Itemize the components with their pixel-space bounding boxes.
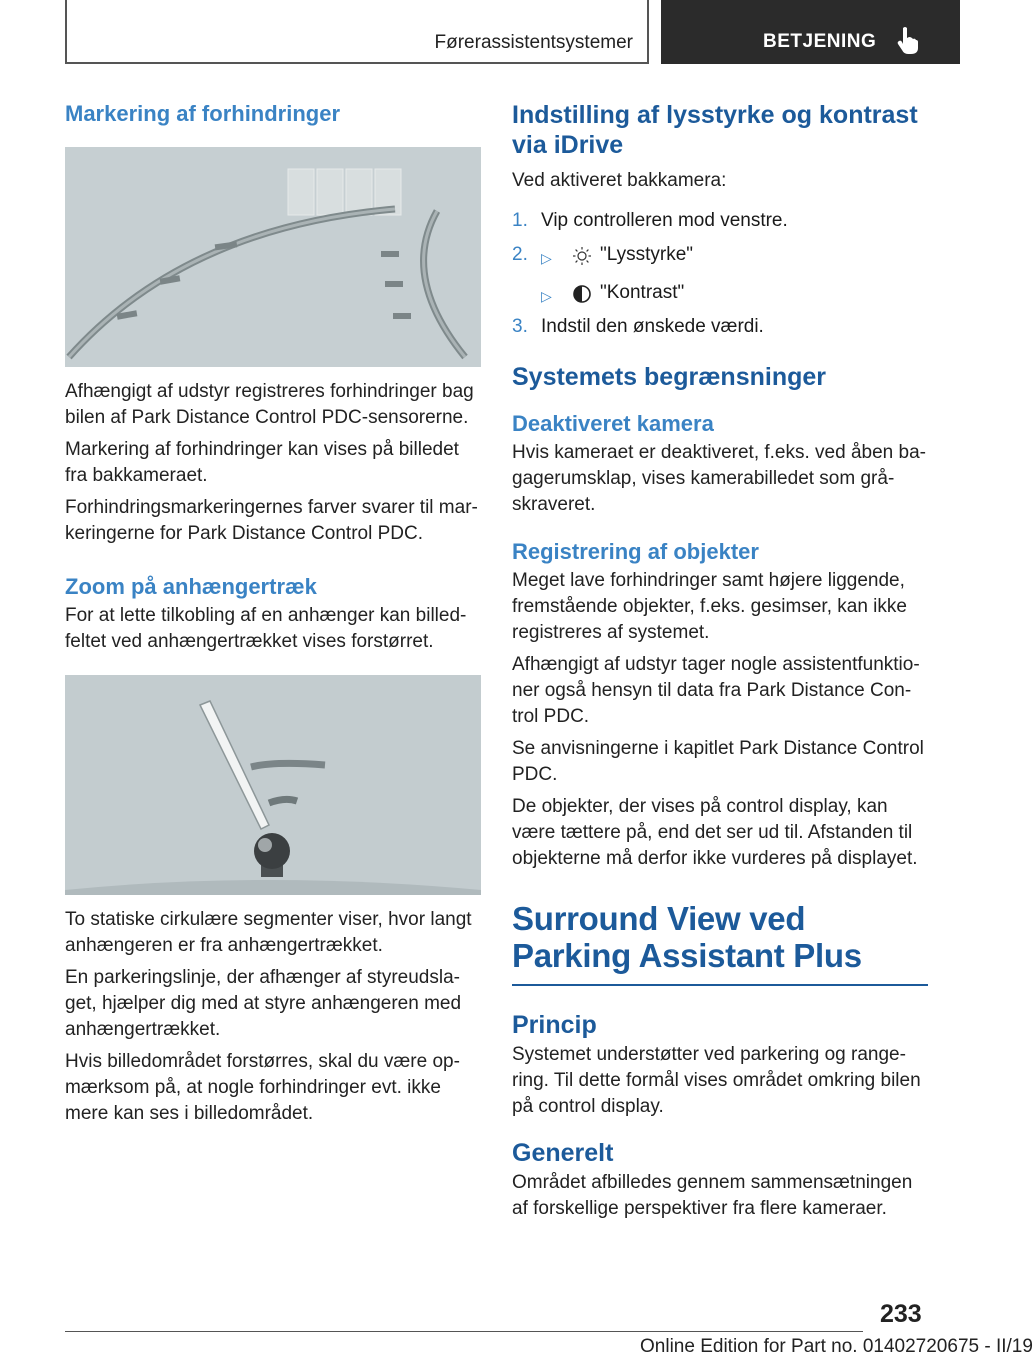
step-3-text: Indstil den ønskede værdi. <box>541 316 764 337</box>
paragraph-deaktiveret: Hvis kameraet er deaktiveret, f.eks. ved åben ba-gagerumsklap, vises kamerabilledet som grå-skraveret. <box>512 442 926 515</box>
substep-brightness-text: "Lysstyrke" <box>600 244 694 265</box>
paragraph-6: En parkeringslinje, der afhænger af styreudsla-get, hjælper dig med at styre anhængeren med anhængertrækket. <box>65 967 462 1040</box>
heading-zoom: Zoom på anhængertræk <box>65 574 317 599</box>
heading-surround-view: Surround View ved Parking Assistant Plus <box>512 900 862 974</box>
paragraph-3: Forhindringsmarkeringernes farver svarer til mar-keringerne for Park Distance Control PDC. <box>65 497 478 544</box>
heading-registrering: Registrering af objekter <box>512 539 759 564</box>
header-chapter-box <box>661 0 960 64</box>
step-2-number: 2. <box>512 244 528 265</box>
hitch-zoom-image <box>65 675 481 895</box>
pointing-hand-icon <box>896 26 920 54</box>
footer-edition: Online Edition for Part no. 01402720675 - II/19 <box>640 1336 1033 1357</box>
header-section-title: Førerassistentsystemer <box>434 32 633 53</box>
heading-markering: Markering af forhindringer <box>65 101 341 126</box>
steps-list-cont <box>512 314 928 340</box>
substep-contrast <box>512 280 928 306</box>
paragraph-registrering-1: Meget lave forhindringer samt højere liggende, fremstående objekter, f.eks. gesimser, kan ikke registreres af systemet. <box>512 570 907 643</box>
substep-brightness <box>512 242 928 268</box>
right-column <box>512 100 928 1222</box>
sun-icon <box>572 246 592 266</box>
paragraph-registrering-3: Se anvisningerne i kapitlet Park Distance Control PDC. <box>512 738 924 785</box>
step-3-number: 3. <box>512 316 528 337</box>
left-column <box>65 100 481 1127</box>
paragraph-7: Hvis billedområdet forstørres, skal du være op-mærksom på, at nogle forhindringer evt. ikke mere kan ses i billedområdet. <box>65 1051 460 1124</box>
heading-indstilling: Indstilling af lysstyrke og kontrast via iDrive <box>512 101 918 159</box>
page-number: 233 <box>880 1300 922 1328</box>
step-1 <box>512 208 928 234</box>
substep-contrast-text: "Kontrast" <box>600 282 685 303</box>
paragraph-5: To statiske cirkulære segmenter viser, hvor langt anhængeren er fra anhængertrækket. <box>65 909 472 956</box>
paragraph-generelt: Området afbilledes gennem sammensætningen af forskellige perspektiver fra flere kameraer. <box>512 1172 913 1219</box>
footer-divider <box>65 1331 863 1332</box>
heading-deaktiveret: Deaktiveret kamera <box>512 411 714 436</box>
triangle-icon: ▷ <box>541 288 552 304</box>
intro-text: Ved aktiveret bakkamera: <box>512 170 727 191</box>
triangle-icon: ▷ <box>541 250 552 266</box>
heading-generelt: Generelt <box>512 1139 614 1167</box>
hitch-zoom-illustration <box>65 675 481 895</box>
half-circle-icon <box>572 284 592 304</box>
header-chapter-title: BETJENING <box>763 31 877 52</box>
paragraph-4: For at lette tilkobling af en anhænger kan billed-feltet ved anhængertrækket vises forstørret. <box>65 605 467 652</box>
obstacle-marking-image <box>65 147 481 367</box>
step-1-text: Vip controlleren mod venstre. <box>541 210 788 231</box>
paragraph-registrering-4: De objekter, der vises på control display, kan være tættere på, end det ser ud til. Afstanden til objekterne må derfor ikke vurderes på displayet. <box>512 796 918 869</box>
paragraph-1: Afhængigt af udstyr registreres forhindringer bag bilen af Park Distance Control PDC-sensorerne. <box>65 381 474 428</box>
step-3 <box>512 314 928 340</box>
step-1-number: 1. <box>512 210 528 231</box>
heading-princip: Princip <box>512 1011 597 1039</box>
paragraph-princip: Systemet understøtter ved parkering og range-ring. Til dette formål vises området omkring bilen på control display. <box>512 1044 921 1117</box>
heading-underline <box>512 984 928 986</box>
obstacle-marking-illustration <box>65 147 481 367</box>
heading-begraensninger: Systemets begrænsninger <box>512 363 826 391</box>
header-section-box <box>65 0 649 64</box>
paragraph-registrering-2: Afhængigt af udstyr tager nogle assistentfunktio-ner også hensyn til data fra Park Distance Con-trol PDC. <box>512 654 920 727</box>
paragraph-2: Markering af forhindringer kan vises på billedet fra bakkameraet. <box>65 439 459 486</box>
